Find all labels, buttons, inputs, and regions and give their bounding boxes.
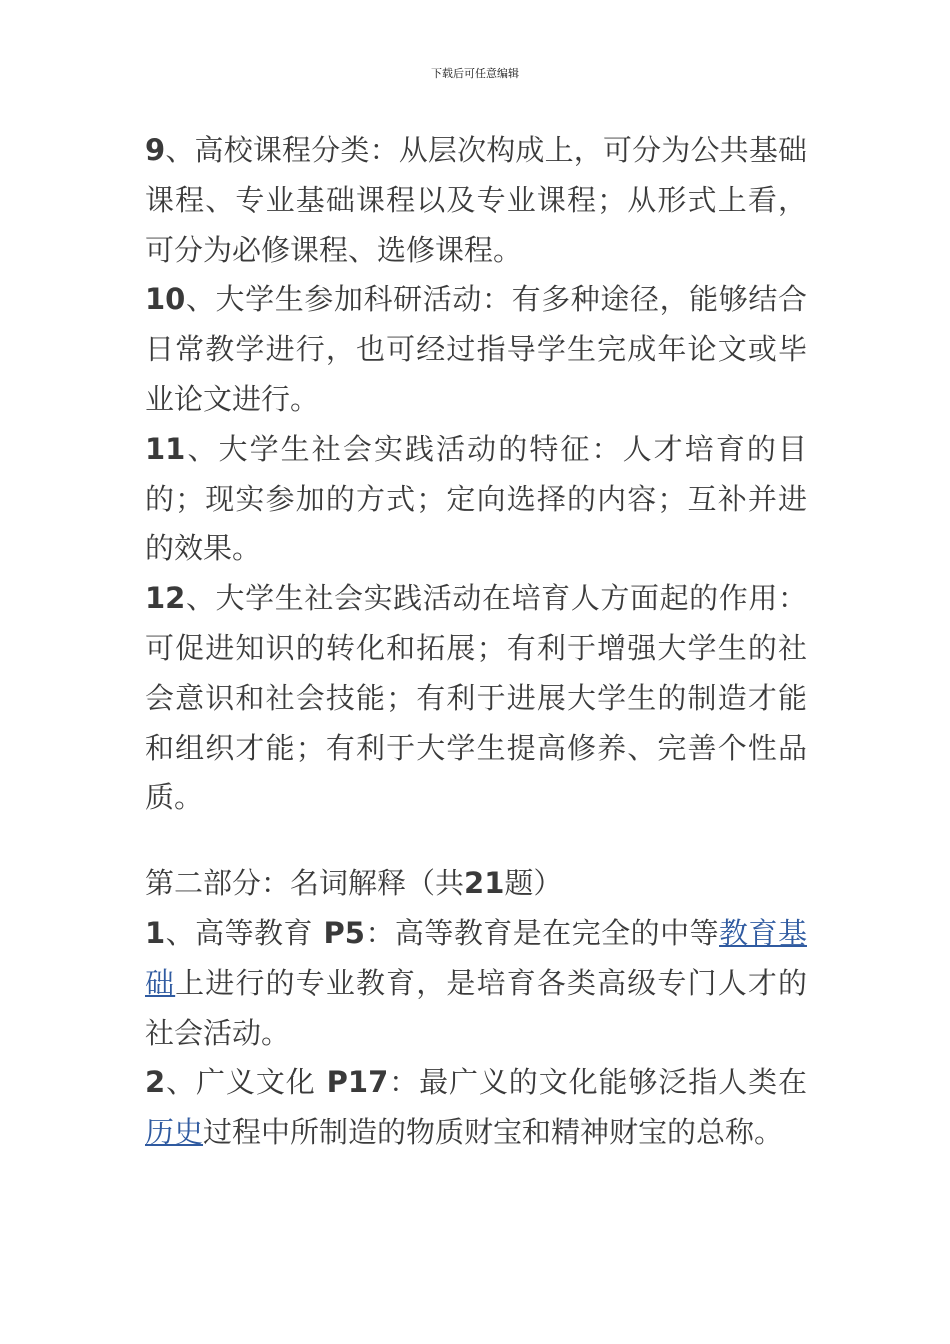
item-text: 、大学生参加科研活动：有多种途径，能够结合日常教学进行，也可经过指导学生完成年论文或毕业论文进行。 — [145, 282, 807, 416]
term-item — [145, 1058, 807, 1158]
list-item — [145, 126, 807, 275]
term-name: 、广义文化 — [165, 1065, 316, 1100]
list-item — [145, 275, 807, 424]
section-title — [145, 859, 807, 909]
document-body — [145, 126, 807, 1158]
section-spacer — [145, 823, 807, 859]
list-item — [145, 574, 807, 823]
section-title-prefix: 第二部分：名词解释（共 — [145, 866, 465, 901]
term-item — [145, 909, 807, 1058]
term-page-ref: P17 — [315, 1065, 389, 1100]
term-number: 2 — [145, 1065, 166, 1100]
page-header: 下载后可任意编辑 — [431, 67, 519, 80]
term-definition-rest: 过程中所制造的物质财宝和精神财宝的总称。 — [203, 1115, 784, 1150]
term-name: 、高等教育 — [165, 915, 313, 950]
term-definition: ：最广义的文化能够泛指人类在 — [388, 1065, 807, 1100]
section-title-suffix: 题） — [504, 866, 563, 901]
term-page-ref: P5 — [312, 915, 365, 950]
term-definition: ：高等教育是在完全的中等 — [364, 915, 720, 950]
item-text: 、大学生社会实践活动的特征：人才培育的目的；现实参加的方式；定向选择的内容；互补并进的效果。 — [145, 431, 807, 566]
term-number: 1 — [145, 915, 166, 950]
item-text: 、高校课程分类：从层次构成上，可分为公共基础课程、专业基础课程以及专业课程；从形式上看，可分为必修课程、选修课程。 — [145, 133, 807, 267]
item-number: 9 — [145, 133, 166, 167]
item-number: 12 — [145, 581, 186, 616]
item-number: 10 — [145, 282, 186, 317]
item-number: 11 — [145, 431, 186, 466]
term-definition-rest: 上进行的专业教育，是培育各类高级专门人才的社会活动。 — [145, 965, 807, 1050]
section-title-count: 21 — [464, 866, 505, 901]
term-link[interactable]: 教育基础 — [145, 915, 807, 1000]
list-item — [145, 425, 807, 574]
term-link[interactable]: 历史 — [145, 1115, 204, 1150]
item-text: 、大学生社会实践活动在培育人方面起的作用：可促进知识的转化和拓展；有利于增强大学生的社会意识和社会技能；有利于进展大学生的制造才能和组织才能；有利于大学生提高修养、完善个性品质。 — [145, 581, 807, 815]
